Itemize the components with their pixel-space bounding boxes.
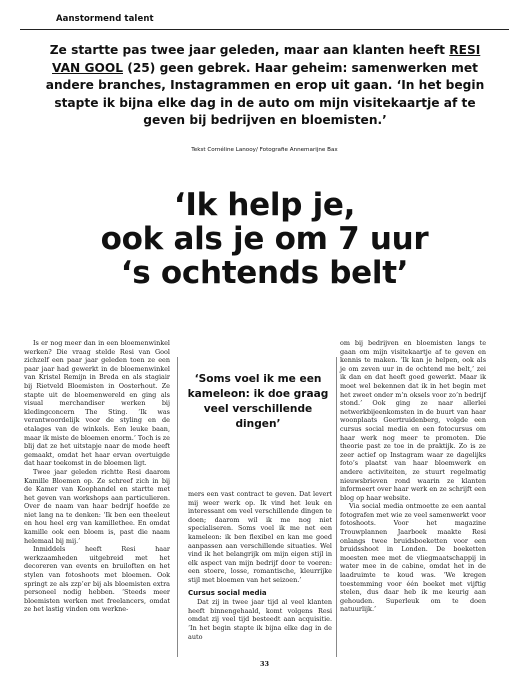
column-2-lead: mers een vast contract te geven. Dat levert mij weer werk op. Ik vind het leuk en interessant om veel verschillende dingen te doen; daarom wil ik me nog niet specialiseren. Soms voel ik me net een kameleon: ik ben flexibel en kan me goed aanpassen aan verschillende situaties. Wel vind ik het belangrijk om mijn eigen stijl in elk aspect van mijn bedrijf door te voeren: een stoere, losse, romantische, kleurrijke stijl met bloemen van het seizoen.’	[188, 490, 332, 584]
article-column-1	[24, 339, 170, 614]
article-column-3	[340, 339, 486, 614]
page-number: 33	[259, 660, 270, 668]
headline	[0, 188, 529, 290]
column-1-paragraph: Inmiddels heeft Resi haar werkzaamheden uitgebreid met het decoreren van events en bruiloften en het stylen van fotoshoots met bloemen. Ook springt ze als zzp’er bij als bloemisten extra personeel nodig hebben. ‘Steeds meer bloemisten werken met freelancers, omdat ze het lastig vinden om werkne-	[24, 545, 170, 614]
intro-name: RESI VAN GOOL	[52, 43, 481, 75]
column-2-subhead: Cursus social media	[188, 588, 267, 597]
column-3-paragraph: om bij bedrijven en bloemisten langs te gaan om mijn visitekaartje af te geven en kennis te maken. ‘Ik kan je helpen, ook als je om zeven uur in de ochtend me belt,’ zei ik dan en dat heeft goed gewerkt. Maar ik moet wel bekennen dat ik in het begin met het zweet onder m’n oksels voor zo’n bedrijf stond.’ Ook ging ze naar allerlei netwerkbijeenkomsten in de buurt van haar woonplaats Geertruidenberg, volgde een cursus social media en een fotocursus om haar werk nog meer te promoten. Die theorie past ze toe in de praktijk. Zo is ze zeer actief op Instagram waar ze dagelijks foto’s plaatst van haar bloemwerk en andere activiteiten, ze stuurt regelmatig nieuwsbrieven rond waarin ze klanten informeert over haar werk en ze schrijft een blog op haar website.	[340, 339, 486, 502]
headline-line-1: ‘Ik help je,	[173, 187, 356, 223]
intro-part-2: (25) geen gebrek. Haar geheim: samenwerken met andere branches, Instagrammen en erop uit gaan. ‘In het begin stapte ik bijna elke dag in de auto om mijn visitekaartje af te geven bij bedrijven en bloemisten.’	[45, 60, 485, 127]
column-2-body: Dat zij in twee jaar tijd al veel klanten heeft binnengehaald, komt volgens Resi omdat zij veel tijd besteedt aan acquisitie. ‘In het begin stapte ik bijna elke dag in de auto	[188, 598, 332, 641]
headline-line-2: ook als je om 7 uur	[100, 221, 429, 257]
article-column-2	[188, 490, 332, 641]
intro-part-1: Ze startte pas twee jaar geleden, maar aan klanten heeft	[49, 43, 450, 57]
headline-line-3: ‘s ochtends belt’	[120, 255, 409, 291]
header-rule	[20, 29, 509, 30]
column-1-paragraph: Twee jaar geleden richtte Resi daarom Kamille Bloemen op. Ze schreef zich in bij de Kamer van Koophandel en startte met het geven van workshops aan particulieren. Over de naam van haar bedrijf hoefde ze niet lang na te denken: ‘Ik ben een theeleut en hou heel erg van kamillethee. En omdat kamille ook een bloem is, past die naam helemaal bij mij.’	[24, 467, 170, 545]
column-divider-right	[336, 357, 337, 657]
pull-quote: ‘Soms voel ik me een kameleon: ik doe graag veel verschillende dingen’	[187, 373, 329, 430]
photo-credit: Tekst Cornéline Lanooy/ Fotografie Annemarijne Bax	[191, 147, 338, 153]
section-label: Aanstormend talent	[56, 14, 154, 24]
column-divider-left	[177, 357, 178, 657]
column-1-paragraph: Is er nog meer dan in een bloemenwinkel werken? Die vraag stelde Resi van Gool zichzelf een paar jaar geleden toen ze een paar jaar had gewerkt in de bloemenwinkel van Kristel Remijn in Breda en als stagiair bij Rietveld Bloemisten in Oosterhout. Ze stapte uit de bloemenwereld en ging als visual merchandiser werken bij kledingconcern The Sting. ‘Ik was verantwoordelijk voor de styling en de etalages van de winkels. Een leuke baan, maar ik miste de bloemen enorm.’ Toch is ze blij dat ze het uitstapje naar de mode heeft gemaakt, omdat het haar ervan overtuigde dat haar toekomst in de bloemen ligt.	[24, 339, 170, 468]
intro-text	[40, 42, 490, 130]
column-3-paragraph: Via social media ontmoette ze een aantal fotografen met wie ze veel samenwerkt voor fotoshoots. Voor het magazine Trouwplannen Jaarboek maakte Resi onlangs twee bruidsboeketten voor een bruidsshoot in Londen. De boeketten moesten mee met de vliegmaatschappij in water mee in de cabine, omdat het in de laadruimte te koud was. ‘We kregen toestemming voor één boeket met vijftig stelen, dus daar heb ik me keurig aan gehouden. Superleuk om te doen natuurlijk.’	[340, 502, 486, 614]
